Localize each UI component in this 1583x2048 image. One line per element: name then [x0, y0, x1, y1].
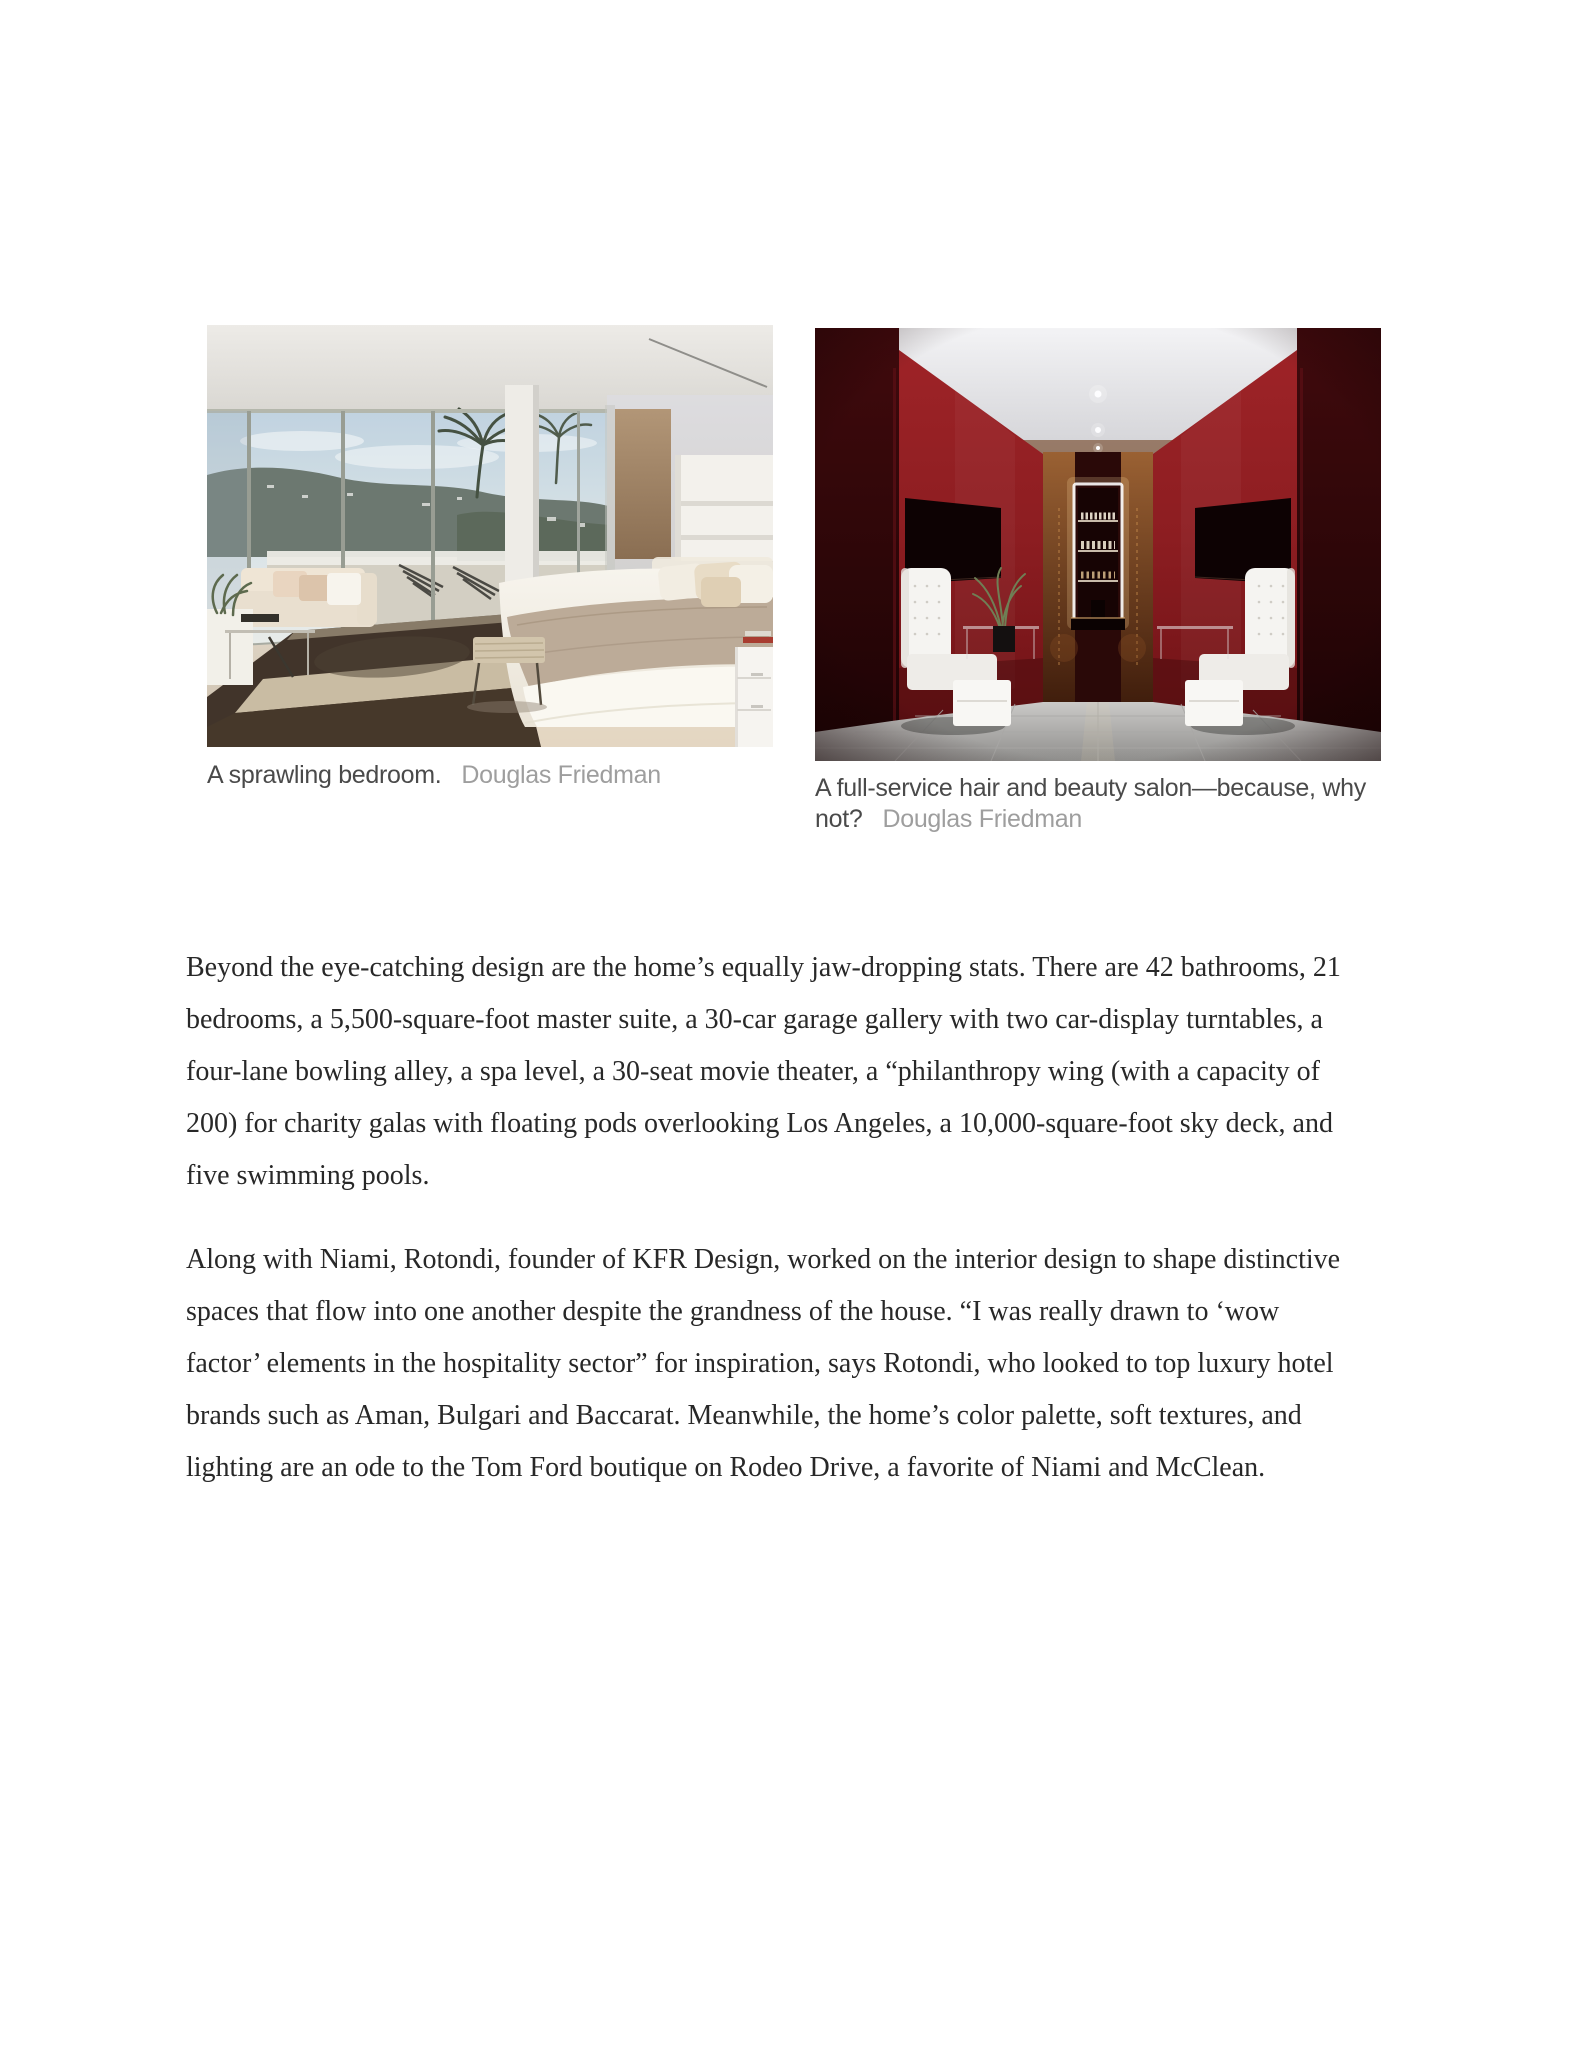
bedroom-photo-art — [207, 325, 773, 747]
paragraph: Beyond the eye-catching design are the home’s equally jaw-dropping stats. There are 42 bathrooms, 21 bedrooms, a 5,500-square-foot master suite, a 30-car garage gallery with two car-display turntables, a four-lane bowling alley, a spa level, a 30-seat movie theater, a “philanthropy wing (with a capacity of 200) for charity galas with floating pods overlooking Los Angeles, a 10,000-square-foot sky deck, and five swimming pools. — [186, 952, 1341, 1191]
caption-text: A sprawling bedroom. — [207, 761, 442, 789]
salon-figure — [815, 325, 1381, 835]
bedroom-figure — [207, 325, 773, 835]
paragraph: Along with Niami, Rotondi, founder of KFR Design, worked on the interior design to shape distinctive spaces that flow into one another despite the grandness of the house. “I was really drawn to ‘wow factor’ elements in the hospitality sector” for inspiration, says Rotondi, who looked to top luxury hotel brands such as Aman, Bulgari and Baccarat. Meanwhile, the home’s color palette, soft textures, and lighting are an ode to the Tom Ford boutique on Rodeo Drive, a favorite of Niami and McClean. — [186, 1244, 1341, 1483]
figures-row — [207, 325, 1381, 835]
salon-caption — [815, 773, 1397, 835]
caption-text: A full-service hair and beauty salon—because, why — [815, 774, 1366, 802]
salon-photo-art — [815, 328, 1381, 761]
salon-photo — [815, 328, 1381, 761]
bedroom-caption — [207, 760, 789, 791]
bedroom-photo — [207, 325, 773, 747]
caption-text: not? — [815, 805, 863, 833]
article-body — [186, 942, 1351, 1526]
photo-credit: Douglas Friedman — [882, 805, 1082, 833]
photo-credit: Douglas Friedman — [461, 761, 661, 789]
